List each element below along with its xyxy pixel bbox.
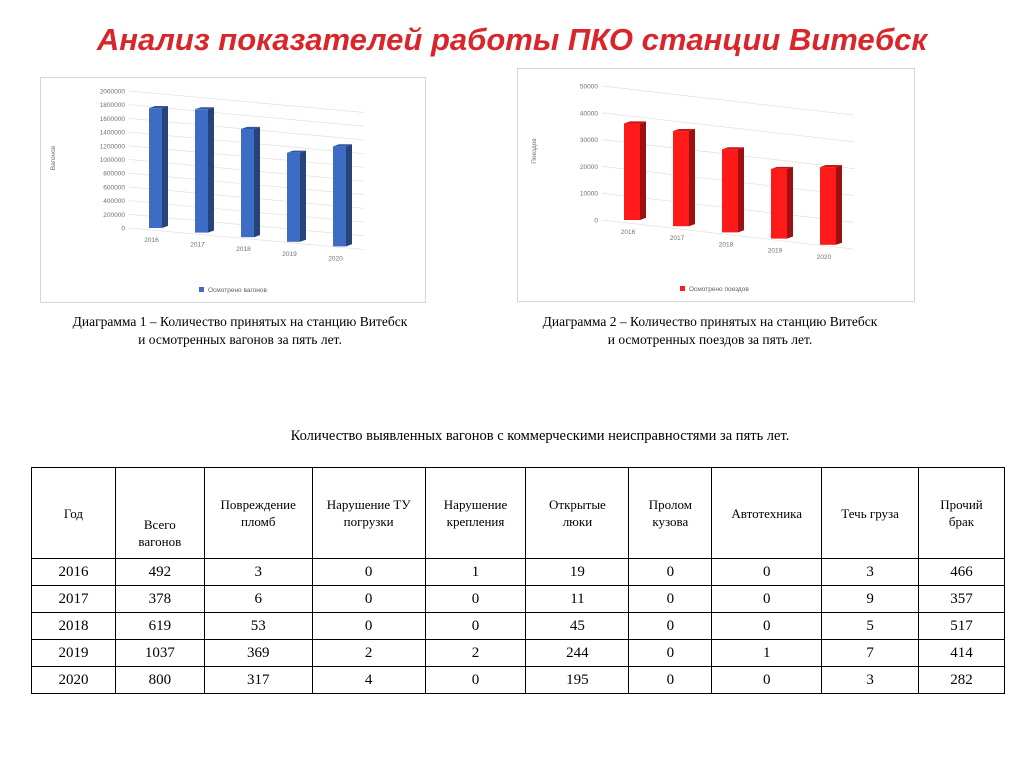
table-cell: 1 [712,640,822,667]
chart-1 [40,77,426,303]
bar-side [738,147,744,232]
chart-1-svg [41,78,425,302]
legend-label: Осмотрено вагонов [208,287,267,294]
table-header-9-line-1: брак [948,514,975,529]
table-header-9-line-0: Прочий [940,497,983,512]
y-tick-label: 1200000 [99,143,125,151]
table-cell: 0 [712,613,822,640]
bar [820,167,836,245]
table-cell: 357 [919,586,1005,613]
chart-2-caption-line1: Диаграмма 2 – Количество принятых на станцию Витебск [542,314,878,329]
table-cell: 2 [425,640,526,667]
y-tick-label: 50000 [579,83,598,91]
table-cell: 244 [526,640,629,667]
bar [241,129,254,237]
table-body [32,559,1005,694]
x-tick-label: 2019 [282,250,297,258]
table-cell: 378 [115,586,204,613]
table-header-0 [32,468,116,559]
x-tick-label: 2016 [620,229,636,236]
y-tick-label: 1600000 [99,115,125,123]
bar [287,153,300,242]
table-header-2-line-0: Повреждение [220,497,296,512]
y-tick-label: 2000000 [99,88,125,96]
table-cell: 5 [822,613,919,640]
y-tick-label: 0 [121,225,125,233]
x-tick-label: 2017 [190,241,205,249]
table-cell: 0 [712,667,822,694]
table-row [32,667,1005,694]
y-tick-label: 1000000 [99,157,125,164]
table-cell: 19 [526,559,629,586]
table-cell: 0 [425,667,526,694]
table-cell: 492 [115,559,204,586]
table-header-6 [629,468,712,559]
table-header-1-line-0: Всего [143,517,176,532]
table-cell: 0 [712,586,822,613]
table-cell: 2019 [32,640,116,667]
table-header-4-line-0: Нарушение [443,497,508,512]
y-tick-label: 30000 [579,137,598,145]
bar-side [346,144,352,246]
table-cell: 195 [526,667,629,694]
table-cell: 0 [629,667,712,694]
table-cell: 282 [919,667,1005,694]
table-cell: 6 [204,586,312,613]
x-tick-label: 2019 [767,247,783,255]
table-cell: 0 [312,559,425,586]
x-tick-label: 2016 [144,237,159,244]
table-cell: 0 [629,559,712,586]
y-tick-label: 600000 [103,184,125,192]
table-cell: 3 [822,559,919,586]
table-cell: 0 [629,586,712,613]
bar-side [787,167,793,239]
table-cell: 0 [712,559,822,586]
x-tick-label: 2020 [816,253,832,261]
legend-swatch [680,286,685,291]
table-cell: 53 [204,613,312,640]
table-header-row [32,468,1005,559]
table-cell: 0 [425,586,526,613]
table-cell: 1 [425,559,526,586]
table-header-4 [425,468,526,559]
table-cell: 0 [312,586,425,613]
chart-2-caption-line2: и осмотренных поездов за пять лет. [607,332,813,347]
table-header-5 [526,468,629,559]
x-tick-label: 2018 [236,246,251,254]
table-cell: 0 [629,613,712,640]
table-row [32,586,1005,613]
bar-side [300,151,306,242]
table-cell: 9 [822,586,919,613]
table-cell: 619 [115,613,204,640]
page-title: Анализ показателей работы ПКО станции Витебск [96,22,928,57]
table-header-6-line-1: кузова [652,514,689,529]
y-tick-label: 10000 [579,190,598,198]
table-cell: 2020 [32,667,116,694]
table-cell: 0 [312,613,425,640]
chart-2-caption [480,313,940,349]
table-row [32,613,1005,640]
table-cell: 7 [822,640,919,667]
table-cell: 0 [425,613,526,640]
table-cell: 3 [822,667,919,694]
legend-swatch [199,287,204,292]
table-title: Количество выявленных вагонов с коммерческими неисправностями за пять лет. [290,428,790,444]
chart-2 [517,68,915,302]
bar-side [254,127,260,237]
bar [673,131,689,226]
x-tick-label: 2018 [718,241,734,249]
y-tick-label: 20000 [579,163,598,171]
table-header-8 [822,468,919,559]
table-cell: 800 [115,667,204,694]
table-header-2 [204,468,312,559]
chart-1-caption [10,313,470,349]
table-header-5-line-1: люки [562,514,593,529]
bar [722,149,738,232]
y-tick-label: 1800000 [99,102,125,110]
bar [149,108,162,228]
table-header-8-line-0: Течь груза [841,505,899,521]
y-tick-label: 800000 [103,170,125,178]
bar [195,109,208,232]
table-cell: 45 [526,613,629,640]
table-header-5-line-0: Открытые [549,497,606,512]
defects-table [31,467,1005,694]
table-cell: 517 [919,613,1005,640]
table-cell: 11 [526,586,629,613]
bar-side [208,107,214,232]
table-header-9 [919,468,1005,559]
table-cell: 2017 [32,586,116,613]
bar-side [162,106,168,228]
bar-side [689,129,695,226]
table-cell: 0 [629,640,712,667]
table-cell: 317 [204,667,312,694]
bar [333,146,346,246]
table-row [32,640,1005,667]
y-tick-label: 400000 [103,198,125,206]
y-tick-label: 0 [594,217,598,225]
table-cell: 369 [204,640,312,667]
bar-side [640,121,646,220]
table-header-3-line-1: погрузки [343,514,394,529]
x-tick-label: 2017 [669,235,685,243]
table-header-7 [712,468,822,559]
bar [771,169,787,239]
y-tick-label: 200000 [103,211,125,219]
y-axis-label: Вагонов [50,145,57,171]
table-cell: 2016 [32,559,116,586]
table-header-3 [312,468,425,559]
table-header-1-line-1: вагонов [138,534,182,549]
chart-1-caption-line2: и осмотренных вагонов за пять лет. [138,332,342,347]
table-header-6-line-0: Пролом [648,497,692,512]
table-cell: 414 [919,640,1005,667]
table-cell: 2018 [32,613,116,640]
bar [624,124,640,220]
table-cell: 466 [919,559,1005,586]
table-cell: 4 [312,667,425,694]
bar-side [836,165,842,245]
chart-2-svg [518,69,914,301]
table-header-1 [115,468,204,559]
y-axis-label: Поездов [531,138,538,164]
table-header-7-line-0: Автотехника [731,505,803,521]
x-tick-label: 2020 [328,255,343,263]
legend-label: Осмотрено поездов [689,286,749,293]
table-cell: 2 [312,640,425,667]
y-tick-label: 1400000 [99,129,125,137]
table-header-0-line-0: Год [63,505,83,521]
chart-1-caption-line1: Диаграмма 1 – Количество принятых на станцию Витебск [72,314,408,329]
table-row [32,559,1005,586]
table-header-4-line-1: крепления [446,514,505,529]
table-cell: 3 [204,559,312,586]
gridline [602,86,854,115]
table-cell: 1037 [115,640,204,667]
table-header-3-line-0: Нарушение ТУ [326,497,411,512]
table-header-2-line-1: пломб [240,514,276,529]
y-tick-label: 40000 [579,110,598,118]
